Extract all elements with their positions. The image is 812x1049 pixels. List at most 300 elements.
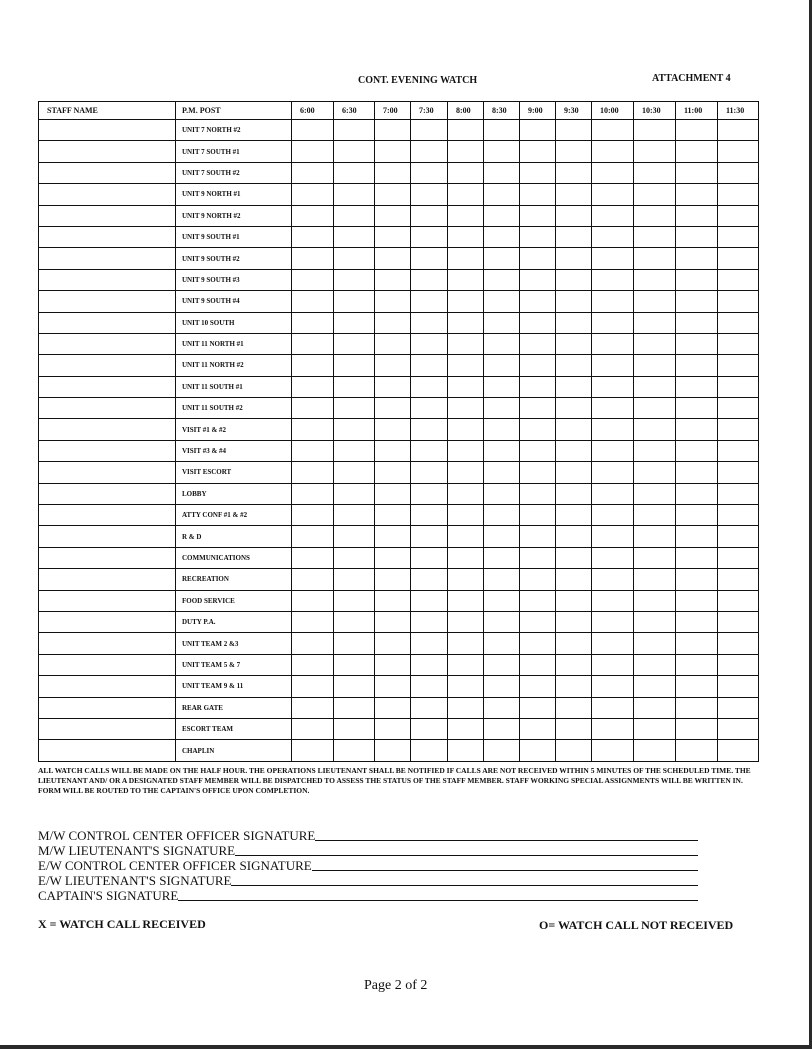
watch-call-cell[interactable] bbox=[634, 547, 676, 568]
watch-call-cell[interactable] bbox=[676, 226, 718, 247]
watch-call-cell[interactable] bbox=[448, 590, 484, 611]
watch-call-cell[interactable] bbox=[334, 248, 375, 269]
watch-call-cell[interactable] bbox=[334, 569, 375, 590]
watch-call-cell[interactable] bbox=[334, 718, 375, 739]
watch-call-cell[interactable] bbox=[292, 248, 334, 269]
watch-call-cell[interactable] bbox=[676, 184, 718, 205]
watch-call-cell[interactable] bbox=[411, 184, 448, 205]
watch-call-cell[interactable] bbox=[556, 440, 592, 461]
watch-call-cell[interactable] bbox=[634, 697, 676, 718]
staff-name-cell[interactable] bbox=[39, 419, 176, 440]
watch-call-cell[interactable] bbox=[556, 569, 592, 590]
signature-field[interactable] bbox=[315, 840, 698, 841]
watch-call-cell[interactable] bbox=[592, 205, 634, 226]
watch-call-cell[interactable] bbox=[411, 333, 448, 354]
watch-call-cell[interactable] bbox=[556, 162, 592, 183]
watch-call-cell[interactable] bbox=[411, 376, 448, 397]
watch-call-cell[interactable] bbox=[292, 333, 334, 354]
watch-call-cell[interactable] bbox=[411, 718, 448, 739]
watch-call-cell[interactable] bbox=[375, 526, 411, 547]
watch-call-cell[interactable] bbox=[520, 141, 556, 162]
watch-call-cell[interactable] bbox=[718, 697, 759, 718]
watch-call-cell[interactable] bbox=[634, 141, 676, 162]
watch-call-cell[interactable] bbox=[292, 483, 334, 504]
staff-name-cell[interactable] bbox=[39, 312, 176, 333]
watch-call-cell[interactable] bbox=[718, 633, 759, 654]
watch-call-cell[interactable] bbox=[448, 248, 484, 269]
watch-call-cell[interactable] bbox=[634, 483, 676, 504]
watch-call-cell[interactable] bbox=[292, 184, 334, 205]
watch-call-cell[interactable] bbox=[448, 269, 484, 290]
watch-call-cell[interactable] bbox=[292, 355, 334, 376]
watch-call-cell[interactable] bbox=[718, 312, 759, 333]
staff-name-cell[interactable] bbox=[39, 654, 176, 675]
watch-call-cell[interactable] bbox=[520, 462, 556, 483]
watch-call-cell[interactable] bbox=[676, 462, 718, 483]
watch-call-cell[interactable] bbox=[520, 312, 556, 333]
watch-call-cell[interactable] bbox=[375, 184, 411, 205]
watch-call-cell[interactable] bbox=[484, 526, 520, 547]
watch-call-cell[interactable] bbox=[484, 611, 520, 632]
watch-call-cell[interactable] bbox=[448, 569, 484, 590]
staff-name-cell[interactable] bbox=[39, 120, 176, 141]
watch-call-cell[interactable] bbox=[634, 462, 676, 483]
watch-call-cell[interactable] bbox=[334, 205, 375, 226]
watch-call-cell[interactable] bbox=[411, 440, 448, 461]
watch-call-cell[interactable] bbox=[292, 205, 334, 226]
watch-call-cell[interactable] bbox=[448, 419, 484, 440]
watch-call-cell[interactable] bbox=[520, 398, 556, 419]
watch-call-cell[interactable] bbox=[484, 483, 520, 504]
watch-call-cell[interactable] bbox=[556, 376, 592, 397]
watch-call-cell[interactable] bbox=[375, 505, 411, 526]
watch-call-cell[interactable] bbox=[718, 676, 759, 697]
watch-call-cell[interactable] bbox=[334, 376, 375, 397]
watch-call-cell[interactable] bbox=[334, 162, 375, 183]
watch-call-cell[interactable] bbox=[411, 654, 448, 675]
watch-call-cell[interactable] bbox=[634, 526, 676, 547]
watch-call-cell[interactable] bbox=[448, 654, 484, 675]
watch-call-cell[interactable] bbox=[676, 419, 718, 440]
watch-call-cell[interactable] bbox=[718, 547, 759, 568]
watch-call-cell[interactable] bbox=[556, 740, 592, 761]
watch-call-cell[interactable] bbox=[375, 312, 411, 333]
watch-call-cell[interactable] bbox=[676, 483, 718, 504]
staff-name-cell[interactable] bbox=[39, 526, 176, 547]
watch-call-cell[interactable] bbox=[520, 569, 556, 590]
watch-call-cell[interactable] bbox=[411, 526, 448, 547]
watch-call-cell[interactable] bbox=[334, 291, 375, 312]
watch-call-cell[interactable] bbox=[556, 462, 592, 483]
watch-call-cell[interactable] bbox=[484, 676, 520, 697]
watch-call-cell[interactable] bbox=[375, 248, 411, 269]
watch-call-cell[interactable] bbox=[448, 633, 484, 654]
watch-call-cell[interactable] bbox=[556, 120, 592, 141]
watch-call-cell[interactable] bbox=[718, 184, 759, 205]
staff-name-cell[interactable] bbox=[39, 248, 176, 269]
watch-call-cell[interactable] bbox=[448, 312, 484, 333]
watch-call-cell[interactable] bbox=[292, 654, 334, 675]
watch-call-cell[interactable] bbox=[520, 333, 556, 354]
watch-call-cell[interactable] bbox=[634, 740, 676, 761]
watch-call-cell[interactable] bbox=[592, 419, 634, 440]
watch-call-cell[interactable] bbox=[718, 333, 759, 354]
watch-call-cell[interactable] bbox=[375, 654, 411, 675]
watch-call-cell[interactable] bbox=[676, 376, 718, 397]
watch-call-cell[interactable] bbox=[592, 333, 634, 354]
watch-call-cell[interactable] bbox=[718, 376, 759, 397]
watch-call-cell[interactable] bbox=[334, 654, 375, 675]
watch-call-cell[interactable] bbox=[556, 526, 592, 547]
staff-name-cell[interactable] bbox=[39, 205, 176, 226]
watch-call-cell[interactable] bbox=[448, 526, 484, 547]
watch-call-cell[interactable] bbox=[411, 676, 448, 697]
watch-call-cell[interactable] bbox=[592, 248, 634, 269]
watch-call-cell[interactable] bbox=[375, 676, 411, 697]
watch-call-cell[interactable] bbox=[448, 440, 484, 461]
watch-call-cell[interactable] bbox=[592, 462, 634, 483]
watch-call-cell[interactable] bbox=[411, 205, 448, 226]
watch-call-cell[interactable] bbox=[375, 483, 411, 504]
watch-call-cell[interactable] bbox=[375, 291, 411, 312]
watch-call-cell[interactable] bbox=[375, 462, 411, 483]
watch-call-cell[interactable] bbox=[375, 718, 411, 739]
watch-call-cell[interactable] bbox=[634, 611, 676, 632]
staff-name-cell[interactable] bbox=[39, 269, 176, 290]
watch-call-cell[interactable] bbox=[520, 440, 556, 461]
watch-call-cell[interactable] bbox=[556, 676, 592, 697]
watch-call-cell[interactable] bbox=[448, 676, 484, 697]
watch-call-cell[interactable] bbox=[484, 205, 520, 226]
watch-call-cell[interactable] bbox=[448, 226, 484, 247]
watch-call-cell[interactable] bbox=[292, 312, 334, 333]
watch-call-cell[interactable] bbox=[520, 248, 556, 269]
watch-call-cell[interactable] bbox=[634, 419, 676, 440]
watch-call-cell[interactable] bbox=[634, 226, 676, 247]
watch-call-cell[interactable] bbox=[676, 718, 718, 739]
watch-call-cell[interactable] bbox=[375, 205, 411, 226]
watch-call-cell[interactable] bbox=[634, 269, 676, 290]
watch-call-cell[interactable] bbox=[484, 291, 520, 312]
watch-call-cell[interactable] bbox=[718, 654, 759, 675]
watch-call-cell[interactable] bbox=[334, 355, 375, 376]
watch-call-cell[interactable] bbox=[375, 547, 411, 568]
watch-call-cell[interactable] bbox=[334, 120, 375, 141]
watch-call-cell[interactable] bbox=[484, 184, 520, 205]
watch-call-cell[interactable] bbox=[484, 398, 520, 419]
watch-call-cell[interactable] bbox=[592, 483, 634, 504]
watch-call-cell[interactable] bbox=[484, 654, 520, 675]
watch-call-cell[interactable] bbox=[375, 440, 411, 461]
watch-call-cell[interactable] bbox=[334, 740, 375, 761]
signature-field[interactable] bbox=[231, 885, 698, 886]
watch-call-cell[interactable] bbox=[592, 569, 634, 590]
watch-call-cell[interactable] bbox=[556, 483, 592, 504]
watch-call-cell[interactable] bbox=[556, 205, 592, 226]
watch-call-cell[interactable] bbox=[634, 590, 676, 611]
watch-call-cell[interactable] bbox=[718, 269, 759, 290]
watch-call-cell[interactable] bbox=[334, 483, 375, 504]
watch-call-cell[interactable] bbox=[334, 611, 375, 632]
watch-call-cell[interactable] bbox=[334, 440, 375, 461]
watch-call-cell[interactable] bbox=[520, 676, 556, 697]
watch-call-cell[interactable] bbox=[634, 440, 676, 461]
watch-call-cell[interactable] bbox=[592, 440, 634, 461]
watch-call-cell[interactable] bbox=[592, 590, 634, 611]
watch-call-cell[interactable] bbox=[676, 569, 718, 590]
watch-call-cell[interactable] bbox=[592, 312, 634, 333]
watch-call-cell[interactable] bbox=[634, 505, 676, 526]
staff-name-cell[interactable] bbox=[39, 676, 176, 697]
watch-call-cell[interactable] bbox=[334, 505, 375, 526]
watch-call-cell[interactable] bbox=[484, 440, 520, 461]
watch-call-cell[interactable] bbox=[292, 505, 334, 526]
watch-call-cell[interactable] bbox=[411, 312, 448, 333]
staff-name-cell[interactable] bbox=[39, 184, 176, 205]
watch-call-cell[interactable] bbox=[634, 333, 676, 354]
watch-call-cell[interactable] bbox=[556, 505, 592, 526]
watch-call-cell[interactable] bbox=[448, 120, 484, 141]
watch-call-cell[interactable] bbox=[520, 162, 556, 183]
watch-call-cell[interactable] bbox=[520, 654, 556, 675]
watch-call-cell[interactable] bbox=[676, 740, 718, 761]
watch-call-cell[interactable] bbox=[718, 226, 759, 247]
staff-name-cell[interactable] bbox=[39, 291, 176, 312]
watch-call-cell[interactable] bbox=[411, 162, 448, 183]
watch-call-cell[interactable] bbox=[718, 248, 759, 269]
watch-call-cell[interactable] bbox=[718, 740, 759, 761]
watch-call-cell[interactable] bbox=[375, 162, 411, 183]
watch-call-cell[interactable] bbox=[718, 569, 759, 590]
watch-call-cell[interactable] bbox=[375, 633, 411, 654]
watch-call-cell[interactable] bbox=[292, 611, 334, 632]
watch-call-cell[interactable] bbox=[411, 120, 448, 141]
watch-call-cell[interactable] bbox=[292, 376, 334, 397]
watch-call-cell[interactable] bbox=[592, 355, 634, 376]
watch-call-cell[interactable] bbox=[676, 505, 718, 526]
watch-call-cell[interactable] bbox=[334, 226, 375, 247]
watch-call-cell[interactable] bbox=[292, 419, 334, 440]
watch-call-cell[interactable] bbox=[634, 205, 676, 226]
watch-call-cell[interactable] bbox=[448, 141, 484, 162]
watch-call-cell[interactable] bbox=[556, 654, 592, 675]
watch-call-cell[interactable] bbox=[634, 718, 676, 739]
signature-field[interactable] bbox=[235, 855, 698, 856]
staff-name-cell[interactable] bbox=[39, 740, 176, 761]
watch-call-cell[interactable] bbox=[556, 333, 592, 354]
watch-call-cell[interactable] bbox=[484, 120, 520, 141]
watch-call-cell[interactable] bbox=[676, 697, 718, 718]
watch-call-cell[interactable] bbox=[592, 633, 634, 654]
watch-call-cell[interactable] bbox=[334, 590, 375, 611]
watch-call-cell[interactable] bbox=[592, 291, 634, 312]
watch-call-cell[interactable] bbox=[520, 505, 556, 526]
watch-call-cell[interactable] bbox=[592, 718, 634, 739]
watch-call-cell[interactable] bbox=[375, 141, 411, 162]
watch-call-cell[interactable] bbox=[718, 440, 759, 461]
watch-call-cell[interactable] bbox=[448, 611, 484, 632]
watch-call-cell[interactable] bbox=[592, 376, 634, 397]
staff-name-cell[interactable] bbox=[39, 398, 176, 419]
watch-call-cell[interactable] bbox=[292, 291, 334, 312]
watch-call-cell[interactable] bbox=[556, 312, 592, 333]
watch-call-cell[interactable] bbox=[484, 162, 520, 183]
watch-call-cell[interactable] bbox=[375, 376, 411, 397]
watch-call-cell[interactable] bbox=[676, 633, 718, 654]
watch-call-cell[interactable] bbox=[484, 740, 520, 761]
watch-call-cell[interactable] bbox=[634, 376, 676, 397]
watch-call-cell[interactable] bbox=[334, 312, 375, 333]
watch-call-cell[interactable] bbox=[520, 526, 556, 547]
staff-name-cell[interactable] bbox=[39, 162, 176, 183]
watch-call-cell[interactable] bbox=[520, 291, 556, 312]
watch-call-cell[interactable] bbox=[592, 547, 634, 568]
watch-call-cell[interactable] bbox=[676, 269, 718, 290]
watch-call-cell[interactable] bbox=[718, 611, 759, 632]
watch-call-cell[interactable] bbox=[676, 526, 718, 547]
watch-call-cell[interactable] bbox=[592, 120, 634, 141]
watch-call-cell[interactable] bbox=[448, 376, 484, 397]
staff-name-cell[interactable] bbox=[39, 226, 176, 247]
watch-call-cell[interactable] bbox=[676, 312, 718, 333]
watch-call-cell[interactable] bbox=[676, 120, 718, 141]
watch-call-cell[interactable] bbox=[556, 547, 592, 568]
watch-call-cell[interactable] bbox=[411, 462, 448, 483]
watch-call-cell[interactable] bbox=[411, 291, 448, 312]
watch-call-cell[interactable] bbox=[592, 505, 634, 526]
watch-call-cell[interactable] bbox=[292, 398, 334, 419]
watch-call-cell[interactable] bbox=[375, 697, 411, 718]
watch-call-cell[interactable] bbox=[375, 590, 411, 611]
watch-call-cell[interactable] bbox=[448, 547, 484, 568]
watch-call-cell[interactable] bbox=[334, 141, 375, 162]
watch-call-cell[interactable] bbox=[411, 590, 448, 611]
watch-call-cell[interactable] bbox=[592, 184, 634, 205]
watch-call-cell[interactable] bbox=[676, 398, 718, 419]
watch-call-cell[interactable] bbox=[718, 162, 759, 183]
watch-call-cell[interactable] bbox=[484, 226, 520, 247]
watch-call-cell[interactable] bbox=[520, 547, 556, 568]
watch-call-cell[interactable] bbox=[411, 697, 448, 718]
watch-call-cell[interactable] bbox=[556, 611, 592, 632]
watch-call-cell[interactable] bbox=[334, 269, 375, 290]
watch-call-cell[interactable] bbox=[592, 697, 634, 718]
watch-call-cell[interactable] bbox=[411, 569, 448, 590]
watch-call-cell[interactable] bbox=[334, 398, 375, 419]
watch-call-cell[interactable] bbox=[592, 226, 634, 247]
watch-call-cell[interactable] bbox=[484, 248, 520, 269]
watch-call-cell[interactable] bbox=[484, 505, 520, 526]
staff-name-cell[interactable] bbox=[39, 462, 176, 483]
watch-call-cell[interactable] bbox=[520, 269, 556, 290]
watch-call-cell[interactable] bbox=[448, 184, 484, 205]
watch-call-cell[interactable] bbox=[375, 419, 411, 440]
watch-call-cell[interactable] bbox=[484, 462, 520, 483]
watch-call-cell[interactable] bbox=[556, 419, 592, 440]
watch-call-cell[interactable] bbox=[375, 333, 411, 354]
watch-call-cell[interactable] bbox=[411, 419, 448, 440]
watch-call-cell[interactable] bbox=[411, 355, 448, 376]
watch-call-cell[interactable] bbox=[592, 526, 634, 547]
staff-name-cell[interactable] bbox=[39, 505, 176, 526]
watch-call-cell[interactable] bbox=[411, 269, 448, 290]
watch-call-cell[interactable] bbox=[292, 141, 334, 162]
watch-call-cell[interactable] bbox=[634, 569, 676, 590]
watch-call-cell[interactable] bbox=[448, 740, 484, 761]
watch-call-cell[interactable] bbox=[634, 633, 676, 654]
watch-call-cell[interactable] bbox=[676, 291, 718, 312]
watch-call-cell[interactable] bbox=[634, 398, 676, 419]
staff-name-cell[interactable] bbox=[39, 633, 176, 654]
watch-call-cell[interactable] bbox=[520, 483, 556, 504]
watch-call-cell[interactable] bbox=[592, 162, 634, 183]
watch-call-cell[interactable] bbox=[411, 398, 448, 419]
watch-call-cell[interactable] bbox=[676, 440, 718, 461]
watch-call-cell[interactable] bbox=[718, 590, 759, 611]
staff-name-cell[interactable] bbox=[39, 141, 176, 162]
watch-call-cell[interactable] bbox=[484, 141, 520, 162]
watch-call-cell[interactable] bbox=[375, 611, 411, 632]
watch-call-cell[interactable] bbox=[375, 355, 411, 376]
watch-call-cell[interactable] bbox=[676, 248, 718, 269]
watch-call-cell[interactable] bbox=[411, 226, 448, 247]
watch-call-cell[interactable] bbox=[556, 184, 592, 205]
watch-call-cell[interactable] bbox=[718, 505, 759, 526]
watch-call-cell[interactable] bbox=[375, 269, 411, 290]
watch-call-cell[interactable] bbox=[520, 226, 556, 247]
watch-call-cell[interactable] bbox=[334, 462, 375, 483]
watch-call-cell[interactable] bbox=[292, 633, 334, 654]
watch-call-cell[interactable] bbox=[520, 205, 556, 226]
watch-call-cell[interactable] bbox=[484, 547, 520, 568]
watch-call-cell[interactable] bbox=[556, 398, 592, 419]
watch-call-cell[interactable] bbox=[520, 611, 556, 632]
watch-call-cell[interactable] bbox=[334, 184, 375, 205]
watch-call-cell[interactable] bbox=[520, 355, 556, 376]
watch-call-cell[interactable] bbox=[292, 162, 334, 183]
watch-call-cell[interactable] bbox=[520, 697, 556, 718]
watch-call-cell[interactable] bbox=[411, 141, 448, 162]
watch-call-cell[interactable] bbox=[484, 376, 520, 397]
watch-call-cell[interactable] bbox=[718, 120, 759, 141]
watch-call-cell[interactable] bbox=[292, 440, 334, 461]
watch-call-cell[interactable] bbox=[411, 483, 448, 504]
watch-call-cell[interactable] bbox=[676, 162, 718, 183]
watch-call-cell[interactable] bbox=[634, 248, 676, 269]
watch-call-cell[interactable] bbox=[520, 718, 556, 739]
watch-call-cell[interactable] bbox=[334, 333, 375, 354]
watch-call-cell[interactable] bbox=[556, 590, 592, 611]
watch-call-cell[interactable] bbox=[292, 590, 334, 611]
watch-call-cell[interactable] bbox=[484, 569, 520, 590]
staff-name-cell[interactable] bbox=[39, 697, 176, 718]
watch-call-cell[interactable] bbox=[484, 590, 520, 611]
watch-call-cell[interactable] bbox=[484, 312, 520, 333]
watch-call-cell[interactable] bbox=[718, 355, 759, 376]
staff-name-cell[interactable] bbox=[39, 718, 176, 739]
watch-call-cell[interactable] bbox=[292, 740, 334, 761]
watch-call-cell[interactable] bbox=[718, 141, 759, 162]
watch-call-cell[interactable] bbox=[411, 547, 448, 568]
watch-call-cell[interactable] bbox=[484, 355, 520, 376]
watch-call-cell[interactable] bbox=[448, 333, 484, 354]
staff-name-cell[interactable] bbox=[39, 483, 176, 504]
watch-call-cell[interactable] bbox=[375, 740, 411, 761]
watch-call-cell[interactable] bbox=[676, 676, 718, 697]
watch-call-cell[interactable] bbox=[411, 633, 448, 654]
watch-call-cell[interactable] bbox=[292, 226, 334, 247]
watch-call-cell[interactable] bbox=[292, 697, 334, 718]
